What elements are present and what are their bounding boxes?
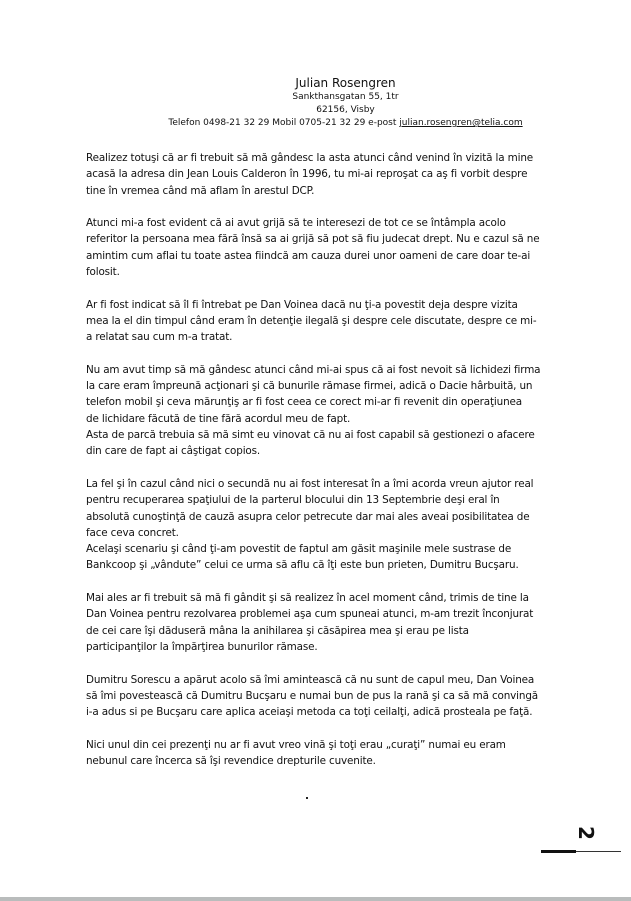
text-line: Dan Voinea pentru rezolvarea problemei aşa cum spuneai atunci, m-am trezit înconjurat <box>86 608 534 621</box>
text-line: absolută cunoştinţă de cauză asupra celor petrecute dar mai ales aveai posibilitatea de <box>86 510 530 523</box>
text-line: participanţilor la împărţirea bunurilor rămase. <box>86 640 318 653</box>
text-line: din care de fapt ai câştigat copios. <box>86 445 261 458</box>
scan-speck <box>306 797 308 799</box>
sender-city: 62156, Visby <box>316 105 375 115</box>
text-line: Ar fi fost indicat să îl fi întrebat pe Dan Voinea dacă nu ţi-a povestit deja despre vizita <box>86 298 518 311</box>
text-line: folosit. <box>86 266 120 279</box>
sender-name: Julian Rosengren <box>295 76 396 90</box>
text-line: de cei care îşi dăduseră mâna la anihilarea şi căsăpirea mea şi erau pe lista <box>86 624 469 637</box>
text-line: la care eram împreună acţionari şi că bunurile rămase firmei, adică o Dacie hârbuită, un <box>86 380 533 393</box>
text-line: referitor la persoana mea fără însă sa ai grijă să pot să fiu judecat drept. Nu e cazul să ne <box>86 233 540 246</box>
text-line: să îmi povestească că Dumitru Bucşaru e numai bun de pus la rană şi ca să mă convingă <box>86 689 539 702</box>
text-line: Dumitru Sorescu a apărut acolo să îmi amintească că nu sunt de capul meu, Dan Voinea <box>86 673 535 686</box>
page-number: 2 <box>573 826 598 840</box>
text-line: mea la el din timpul când eram în detenţie ilegală şi despre cele discutate, despre ce mi- <box>86 314 537 327</box>
paragraph-8 <box>86 737 586 770</box>
text-line: amintim cum aflai tu toate astea fiindcă am cauza durei unor oameni de care doar te-ai <box>86 249 531 262</box>
letter-body <box>86 150 586 786</box>
text-line: Bankcoop şi „vândute” celui ce urma să aflu că îţi este bun prieten, Dumitru Bucşaru. <box>86 559 519 572</box>
sender-street: Sankthansgatan 55, 1tr <box>292 92 399 102</box>
text-line: acasă la adresa din Jean Louis Calderon în 1996, tu mi-ai reproşat ca aş fi vorbit despre <box>86 168 528 181</box>
text-line: a relatat sau cum m-a tratat. <box>86 331 233 344</box>
email-link[interactable]: julian.rosengren@telia.com <box>399 118 523 128</box>
text-line: telefon mobil şi ceva mărunţiş ar fi fost ceea ce corect mi-ar fi revenit din operaţiunea <box>86 396 522 409</box>
paragraph-5 <box>86 476 586 574</box>
text-line: Realizez totuşi că ar fi trebuit să mă gândesc la asta atunci când venind în vizită la mine <box>86 152 534 164</box>
contact-phones: Telefon 0498-21 32 29 Mobil 0705-21 32 29 e-post <box>168 118 400 128</box>
paragraph-6 <box>86 590 586 655</box>
text-line: Nu am avut timp să mă gândesc atunci când mi-ai spus că ai fost nevoit să lichidezi firma <box>86 363 541 376</box>
footer-rule-thin <box>576 851 621 852</box>
text-line: de lichidare făcută de tine fără acordul meu de fapt. <box>86 412 351 425</box>
text-line: nebunul care încerca să îşi revendice drepturile cuvenite. <box>86 754 376 767</box>
paragraph-2 <box>86 215 586 280</box>
text-line: pentru recuperarea spaţiului de la parterul blocului din 13 Septembrie deşi eral în <box>86 494 500 507</box>
text-line: Nici unul din cei prezenţi nu ar fi avut vreo vină şi toţi erau „curaţi” numai eu eram <box>86 738 506 751</box>
text-line: tine în vremea când mă aflam în arestul DCP. <box>86 184 315 197</box>
text-line: Acelaşi scenariu şi când ţi-am povestit de faptul am găsit maşinile mele sustrase de <box>86 543 512 556</box>
paragraph-4 <box>86 362 586 460</box>
text-line: face ceva concret. <box>86 526 179 539</box>
page-bottom-edge <box>0 897 631 901</box>
paragraph-3 <box>86 297 586 346</box>
text-line: Atunci mi-a fost evident că ai avut grijă să te interesezi de tot ce se întâmpla acolo <box>86 217 506 230</box>
text-line: Asta de parcă trebuia să mă simt eu vinovat că nu ai fost capabil să gestionezi o afacere <box>86 429 535 442</box>
footer-rule-thick <box>541 850 576 853</box>
paragraph-1 <box>86 150 586 199</box>
letter-header <box>0 76 631 130</box>
text-line: i-a adus si pe Bucşaru care aplica aceiaşi metoda ca toţi ceilalţi, adică prosteala pe faţă. <box>86 706 533 719</box>
text-line: Mai ales ar fi trebuit să mă fi gândit şi să realizez în acel moment când, trimis de tine la <box>86 592 529 605</box>
paragraph-7 <box>86 672 586 721</box>
text-line: La fel şi în cazul când nici o secundă nu ai fost interesat în a îmi acorda vreun ajutor real <box>86 477 534 490</box>
sender-contact <box>30 117 631 130</box>
